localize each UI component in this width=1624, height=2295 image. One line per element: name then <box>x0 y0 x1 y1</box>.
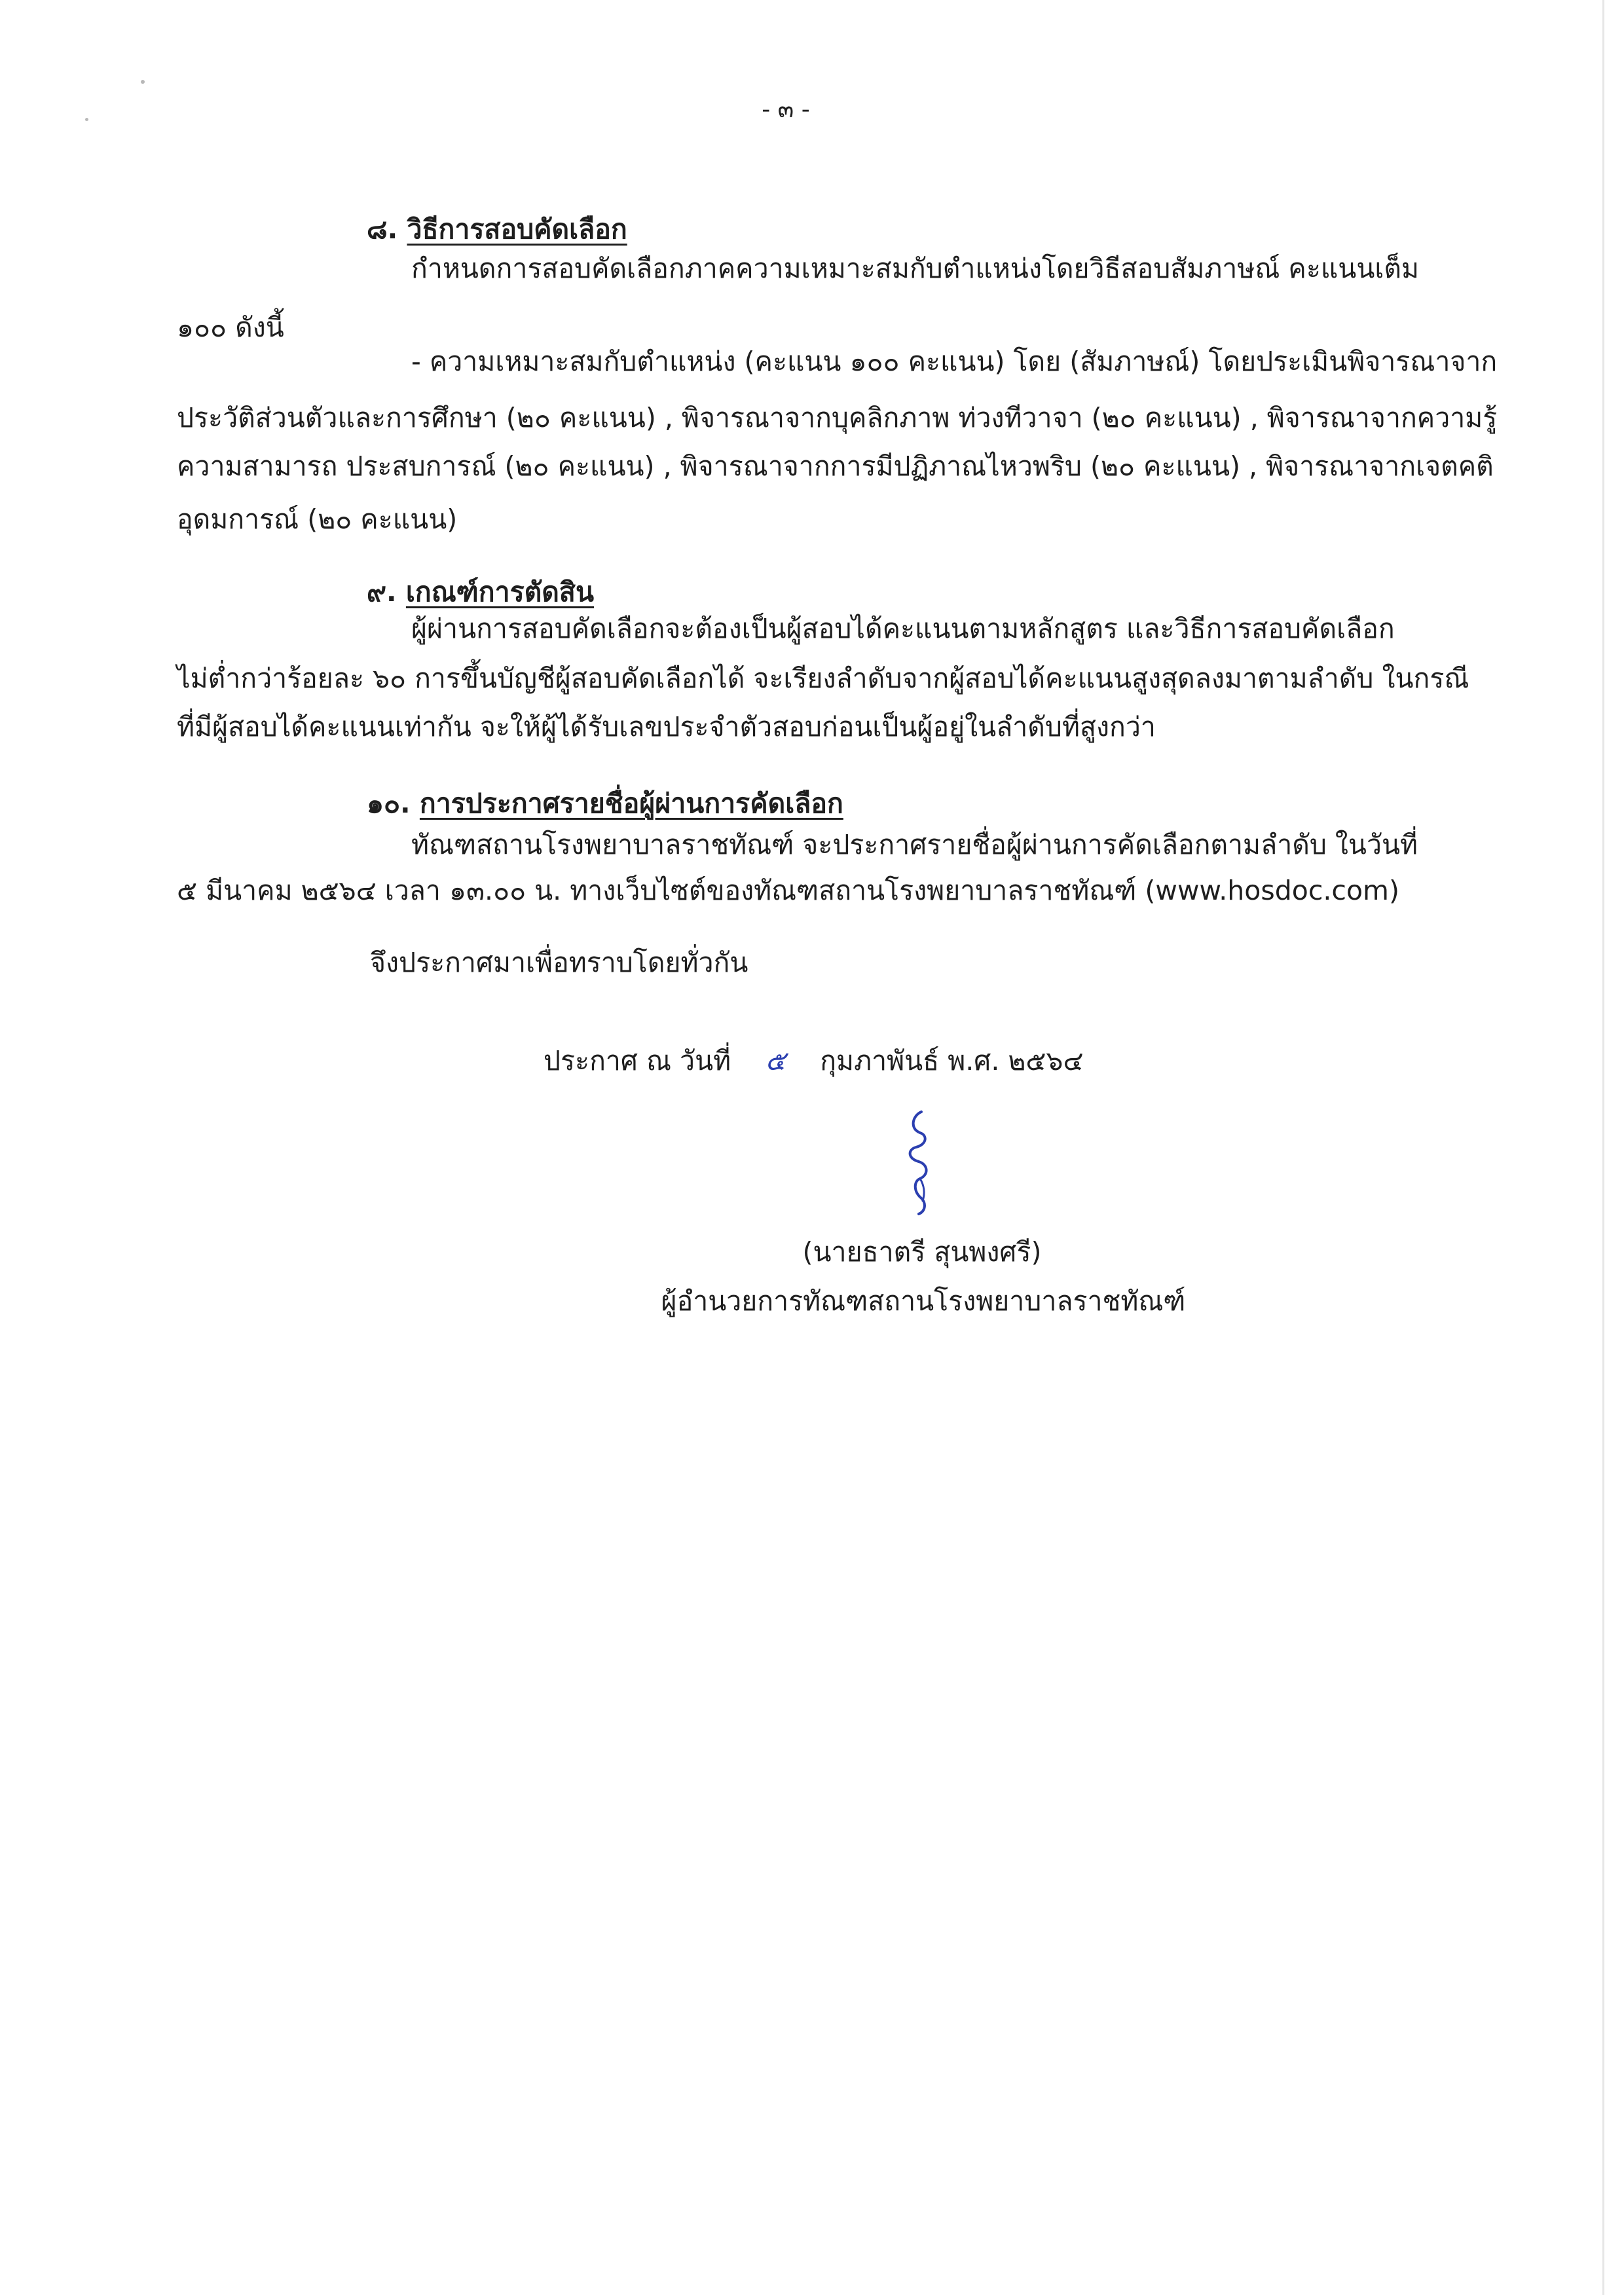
section-9-line: ผู้ผ่านการสอบคัดเลือกจะต้องเป็นผู้สอบได้คะแนนตามหลักสูตร และวิธีการสอบคัดเลือก <box>411 613 1395 644</box>
announcement-suffix: กุมภาพันธ์ พ.ศ. ๒๕๖๔ <box>820 1045 1084 1076</box>
section-8-line: ๑๐๐ ดังนี้ <box>177 312 284 343</box>
section-8-line: ความสามารถ ประสบการณ์ (๒๐ คะแนน) , พิจารณาจากการมีปฏิภาณไหวพริบ (๒๐ คะแนน) , พิจารณาจากเจตคติ <box>177 450 1494 482</box>
closing-statement: จึงประกาศมาเพื่อทราบโดยทั่วกัน <box>370 947 748 978</box>
announcement-prefix: ประกาศ ณ วันที่ <box>544 1045 731 1076</box>
section-8-line: - ความเหมาะสมกับตำแหน่ง (คะแนน ๑๐๐ คะแนน) โดย (สัมภาษณ์) โดยประเมินพิจารณาจาก <box>411 346 1498 377</box>
section-10-heading <box>367 782 843 825</box>
section-10-number: ๑๐. <box>367 788 411 819</box>
section-10-line: ๕ มีนาคม ๒๕๖๔ เวลา ๑๓.๐๐ น. ทางเว็บไซต์ของทัณฑสถานโรงพยาบาลราชทัณฑ์ (www.hosdoc.com) <box>177 875 1399 906</box>
section-8-title: วิธีการสอบคัดเลือก <box>407 213 627 245</box>
section-10-line: ทัณฑสถานโรงพยาบาลราชทัณฑ์ จะประกาศรายชื่อผู้ผ่านการคัดเลือกตามลำดับ ในวันที่ <box>411 829 1418 860</box>
section-10-title: การประกาศรายชื่อผู้ผ่านการคัดเลือก <box>419 788 843 819</box>
section-9-heading <box>367 571 594 614</box>
section-8-line: ประวัติส่วนตัวและการศึกษา (๒๐ คะแนน) , พิจารณาจากบุคลิกภาพ ท่วงทีวาจา (๒๐ คะแนน) , พิจารณาจากความรู้ <box>177 402 1498 433</box>
section-8-heading <box>367 208 627 251</box>
section-9-line: ไม่ต่ำกว่าร้อยละ ๖๐ การขึ้นบัญชีผู้สอบคัดเลือกได้ จะเรียงลำดับจากผู้สอบได้คะแนนสูงสุดลงมาตามลำดับ ในกรณี <box>177 663 1469 694</box>
announcement-day: ๕ <box>765 1045 786 1076</box>
section-9-number: ๙. <box>367 576 397 608</box>
page-number: - ๓ - <box>762 96 810 123</box>
section-8-line: อุดมการณ์ (๒๐ คะแนน) <box>177 504 458 535</box>
section-8-number: ๘. <box>367 213 398 245</box>
section-9-title: เกณฑ์การตัดสิน <box>405 576 594 608</box>
signatory-title: ผู้อำนวยการทัณฑสถานโรงพยาบาลราชทัณฑ์ <box>661 1285 1186 1317</box>
section-9-line: ที่มีผู้สอบได้คะแนนเท่ากัน จะให้ผู้ได้รับเลขประจำตัวสอบก่อนเป็นผู้อยู่ในลำดับที่สูงกว่า <box>177 711 1156 743</box>
signature-icon <box>887 1107 946 1218</box>
scan-edge <box>1602 0 1604 2295</box>
announcement-date <box>544 1045 1084 1076</box>
signatory-name: (นายธาตรี สุนพงศรี) <box>802 1236 1042 1268</box>
section-8-line: กำหนดการสอบคัดเลือกภาคความเหมาะสมกับตำแหน่งโดยวิธีสอบสัมภาษณ์ คะแนนเต็ม <box>411 253 1420 284</box>
scan-speck <box>141 80 145 84</box>
